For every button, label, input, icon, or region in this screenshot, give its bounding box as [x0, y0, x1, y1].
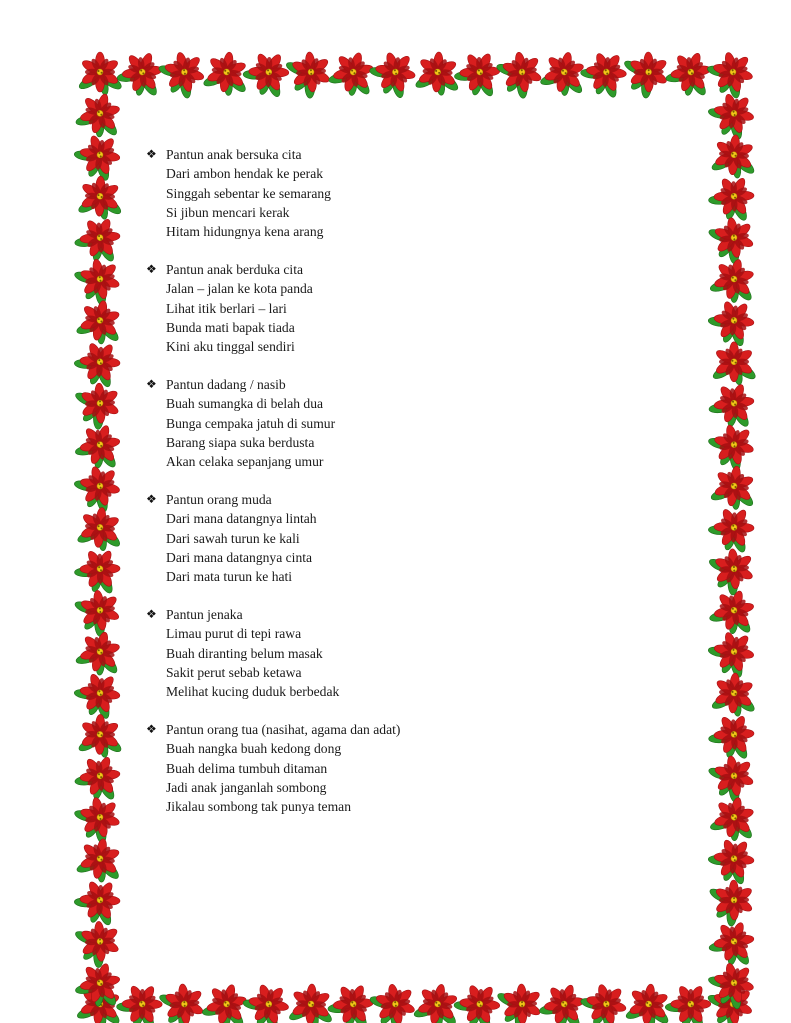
- poinsettia-flower-icon: [701, 745, 764, 809]
- stanza-line: Sakit perut sebab ketawa: [166, 664, 302, 680]
- diamond-bullet-icon: ❖: [146, 261, 157, 276]
- poinsettia-flower-icon: [363, 42, 427, 105]
- stanza-line: Bunga cempaka jatuh di sumur: [166, 415, 336, 431]
- poinsettia-flower-icon: [73, 835, 126, 886]
- poinsettia-flower-icon: [489, 42, 552, 106]
- poinsettia-flower-icon: [69, 210, 130, 269]
- poinsettia-flower-icon: [152, 974, 215, 1023]
- poinsettia-flower-icon: [710, 671, 759, 718]
- poinsettia-flower-icon: [711, 342, 757, 386]
- pantun-stanza: [146, 260, 666, 356]
- poinsettia-flower-icon: [73, 296, 127, 348]
- stanza-title: Pantun anak berduka cita: [166, 261, 304, 277]
- poinsettia-flower-icon: [70, 748, 130, 807]
- stanza-line: Kini aku tinggal sendiri: [166, 339, 295, 355]
- stanza-line: Lihat itik berlari – lari: [166, 300, 287, 316]
- poinsettia-flower-icon: [701, 207, 764, 271]
- stanza-title: Pantun dadang / nasib: [166, 376, 286, 392]
- poinsettia-flower-icon: [72, 88, 129, 143]
- stanza-line: Buah delima tumbuh ditaman: [166, 760, 328, 776]
- poinsettia-flower-icon: [77, 714, 124, 758]
- pantun-list: [146, 145, 666, 835]
- diamond-bullet-icon: ❖: [146, 491, 157, 506]
- stanza-line: Dari mata turun ke hati: [166, 569, 293, 585]
- stanza-line: Buah diranting belum masak: [166, 645, 323, 661]
- poinsettia-flower-icon: [449, 44, 510, 104]
- poinsettia-flower-icon: [75, 505, 126, 553]
- poinsettia-flower-icon: [709, 133, 759, 180]
- poinsettia-flower-icon: [707, 793, 762, 846]
- poinsettia-flower-icon: [623, 981, 674, 1023]
- diamond-bullet-icon: ❖: [146, 606, 157, 621]
- stanza-line: Hitam hidungnya kena arang: [166, 224, 324, 240]
- poinsettia-flower-icon: [77, 52, 123, 96]
- poinsettia-flower-icon: [410, 980, 465, 1023]
- stanza-line: Melihat kucing duduk berbedak: [166, 684, 340, 700]
- stanza-line: Dari mana datangnya lintah: [166, 511, 317, 527]
- poinsettia-flower-icon: [413, 50, 462, 97]
- stanza-line: Jalan – jalan ke kota panda: [166, 281, 313, 297]
- diamond-bullet-icon: ❖: [146, 376, 157, 391]
- stanza-line: Bunda mati bapak tiada: [166, 319, 295, 335]
- stanza-title: Pantun orang tua (nasihat, agama dan adat): [166, 721, 401, 737]
- poinsettia-flower-icon: [574, 42, 637, 105]
- stanza-title: Pantun anak bersuka cita: [166, 147, 302, 162]
- pantun-stanza: [146, 720, 666, 816]
- poinsettia-flower-icon: [76, 175, 124, 220]
- stanza-title: Pantun orang muda: [166, 491, 272, 507]
- stanza-title-row: [146, 145, 666, 164]
- poinsettia-flower-icon: [661, 45, 720, 103]
- stanza-line: Si jibun mencari kerak: [166, 204, 290, 220]
- stanza-title-row: [146, 375, 666, 394]
- poinsettia-flower-icon: [703, 706, 764, 766]
- stanza-title-row: [146, 605, 666, 624]
- stanza-line: Akan celaka sepanjang umur: [166, 454, 324, 470]
- stanza-line: Jikalau sombong tak punya teman: [166, 799, 351, 815]
- stanza-line: Singgah sebentar ke semarang: [166, 185, 331, 201]
- stanza-line: Dari ambon hendak ke perak: [166, 166, 324, 182]
- poinsettia-flower-icon: [68, 373, 130, 436]
- stanza-line: Dari mana datangnya cinta: [166, 549, 313, 565]
- stanza-line: Limau purut di tepi rawa: [166, 626, 302, 642]
- stanza-title-row: [146, 490, 666, 509]
- stanza-title: Pantun jenaka: [166, 606, 243, 622]
- poinsettia-flower-icon: [237, 43, 299, 105]
- diamond-bullet-icon: ❖: [146, 147, 157, 161]
- stanza-title-row: [146, 260, 666, 279]
- poinsettia-flower-icon: [67, 580, 130, 643]
- diamond-bullet-icon: ❖: [146, 721, 157, 736]
- poinsettia-flower-icon: [152, 42, 216, 106]
- stanza-line: Buah sumangka di belah dua: [166, 396, 324, 412]
- pantun-stanza: [146, 490, 666, 586]
- stanza-line: Buah nangka buah kedong dong: [166, 741, 342, 757]
- poinsettia-flower-icon: [702, 870, 763, 932]
- pantun-stanza: [146, 145, 666, 241]
- poinsettia-flower-icon: [490, 974, 552, 1023]
- poinsettia-flower-icon: [708, 463, 761, 513]
- pantun-stanza: [146, 375, 666, 471]
- poinsettia-flower-icon: [700, 42, 764, 106]
- poinsettia-flower-icon: [704, 376, 764, 434]
- pantun-stanza: [146, 605, 666, 701]
- poinsettia-flower-icon: [287, 983, 336, 1023]
- poinsettia-flower-icon: [68, 911, 130, 974]
- stanza-line: Jadi anak janganlah sombong: [166, 779, 327, 795]
- stanza-line: Barang siapa suka berdusta: [166, 434, 315, 450]
- poinsettia-flower-icon: [112, 45, 172, 103]
- stanza-line: Dari sawah turun ke kali: [166, 530, 300, 546]
- stanza-title-row: [146, 720, 666, 739]
- poinsettia-flower-icon: [702, 539, 764, 602]
